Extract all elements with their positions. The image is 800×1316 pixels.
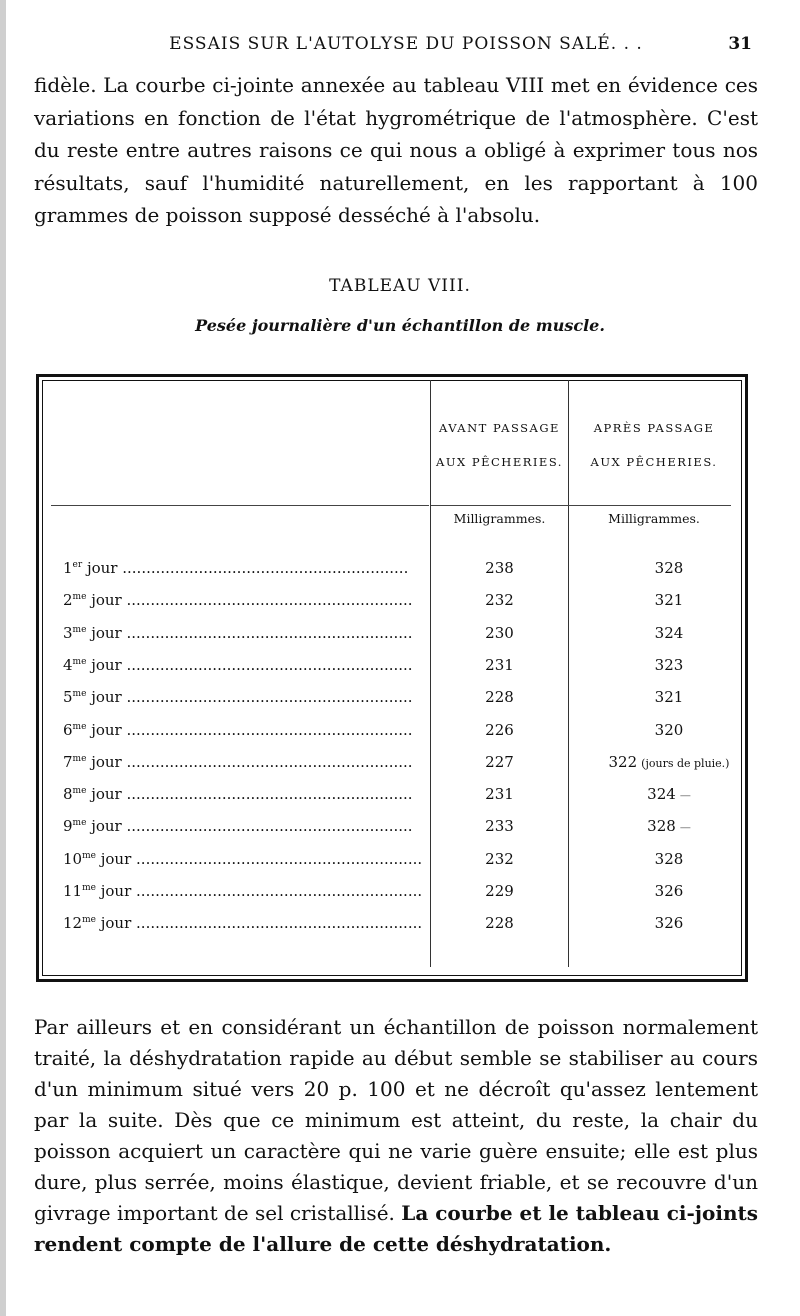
value-after-cell (594, 559, 744, 577)
dot-leader: ............................................................ (121, 688, 413, 707)
day-word: jour (86, 559, 118, 577)
day-number: 3 (63, 623, 73, 642)
day-number: 12 (63, 914, 83, 933)
dot-leader: ............................................................ (121, 720, 413, 739)
value-before: 226 (485, 720, 514, 739)
value-before: 230 (485, 623, 514, 642)
day-ordinal-suffix: me (72, 624, 87, 635)
ditto-mark: — (679, 789, 691, 803)
table-row (39, 624, 745, 656)
row-note: (jours de pluie.) (641, 756, 730, 770)
header-rule (431, 505, 731, 506)
day-number: 2 (63, 591, 73, 610)
dot-leader: ............................................................ (121, 817, 413, 836)
column-header-after (569, 411, 739, 479)
day-ordinal-suffix: me (72, 818, 87, 829)
value-after: 321 (654, 688, 684, 707)
value-after: 324 (647, 785, 676, 804)
day-number: 10 (63, 849, 83, 868)
header-rule (51, 505, 429, 506)
day-word: jour (100, 882, 132, 900)
row-day-label (63, 559, 423, 577)
dot-leader: ............................................................ (121, 591, 413, 610)
page-edge-shadow (0, 0, 6, 1316)
table-caption: Pesée journalière d'un échantillon de muscle. (195, 316, 605, 335)
table-row (39, 817, 745, 849)
day-number: 6 (63, 720, 73, 739)
unit-label-after: Milligrammes. (608, 511, 700, 526)
value-after-cell (594, 656, 744, 674)
value-after: 326 (654, 882, 684, 900)
table-row (39, 559, 745, 591)
column-header-before (431, 411, 568, 479)
day-ordinal-suffix: me (72, 656, 87, 667)
value-after: 323 (654, 655, 684, 674)
day-word: jour (91, 817, 122, 836)
row-day-label (63, 721, 423, 739)
day-word: jour (100, 914, 132, 933)
value-after: 328 (654, 559, 684, 577)
running-title: ESSAIS SUR L'AUTOLYSE DU POISSON SALÉ. . . (169, 34, 643, 54)
running-head (60, 30, 752, 58)
value-before: 233 (485, 817, 514, 836)
dot-leader: ............................................................ (121, 623, 413, 642)
value-before: 228 (485, 914, 514, 933)
value-before: 231 (485, 785, 514, 804)
day-word: jour (91, 688, 122, 707)
value-after: 321 (654, 591, 684, 610)
day-word: jour (91, 785, 122, 804)
day-number: 7 (63, 752, 73, 771)
column-header-after-line2: AUX PÊCHERIES. (590, 455, 718, 469)
value-after-cell (594, 688, 744, 706)
value-after-cell (594, 850, 744, 868)
day-ordinal-suffix: me (82, 850, 96, 861)
day-word: jour (91, 752, 122, 771)
value-after-cell (594, 882, 744, 900)
value-after: 322 (608, 752, 638, 771)
table-row (39, 721, 745, 753)
dot-leader: ............................................................ (131, 914, 423, 933)
dot-leader: ............................................................ (131, 882, 423, 900)
value-before: 229 (485, 882, 514, 900)
day-number: 4 (63, 655, 73, 674)
value-after: 328 (647, 817, 676, 836)
table-row (39, 591, 745, 623)
value-before: 228 (485, 688, 514, 707)
table-row (39, 656, 745, 688)
day-ordinal-suffix: me (72, 753, 87, 764)
value-after-cell (594, 914, 744, 932)
day-word: jour (91, 655, 122, 674)
table-row (39, 914, 745, 946)
row-day-label (63, 914, 423, 932)
table-row (39, 688, 745, 720)
row-day-label (63, 753, 423, 771)
row-day-label (63, 688, 423, 706)
dot-leader: ............................................................ (121, 655, 413, 674)
value-after-cell (594, 721, 744, 739)
value-after-cell (594, 753, 744, 771)
value-after-cell (594, 624, 744, 642)
day-number: 9 (63, 817, 73, 836)
day-ordinal-suffix: me (82, 883, 96, 893)
table-row (39, 882, 745, 914)
column-header-before-line2: AUX PÊCHERIES. (436, 455, 563, 469)
dot-leader: ............................................................ (117, 559, 409, 577)
row-day-label (63, 817, 423, 835)
value-before: 238 (485, 559, 514, 577)
day-ordinal-suffix: me (72, 592, 87, 603)
day-ordinal-suffix: me (72, 786, 87, 797)
column-header-before-line1: AVANT PASSAGE (439, 421, 560, 435)
row-day-label (63, 624, 423, 642)
paragraph-bottom-text: Par ailleurs et en considérant un échantillon de poisson normalement traité, la déshydratation rapide au début semble se stabiliser au cours d'un minimum situé vers 20 p. 100 et ne décroît qu'assez lentement par la suite. Dès que ce minimum est atteint, du reste, la chair du poisson acquiert un caractère qui ne varie guère ensuite; elle est plus dure, plus serrée, moins élastique, devient friable, et se recouvre d'un givrage important de sel cristallisé. (34, 1015, 758, 1225)
day-ordinal-suffix: me (82, 915, 96, 926)
day-word: jour (91, 591, 122, 610)
value-after-cell (594, 785, 744, 803)
row-day-label (63, 785, 423, 803)
day-ordinal-suffix: me (72, 721, 87, 732)
day-word: jour (100, 849, 132, 868)
value-before: 231 (485, 655, 514, 674)
value-after-cell (594, 817, 744, 835)
value-before: 227 (485, 752, 514, 771)
value-before: 232 (485, 591, 514, 610)
value-after: 324 (654, 623, 684, 642)
row-day-label (63, 882, 423, 900)
value-after: 328 (654, 849, 684, 868)
ditto-mark: — (679, 821, 691, 835)
row-day-label (63, 850, 423, 868)
table-row (39, 850, 745, 882)
unit-label-before: Milligrammes. (453, 511, 546, 526)
paragraph-bottom-bold-text: La courbe et le tableau ci-joints rendent compte de l'allure de cette déshydratation. (34, 1201, 759, 1256)
day-number: 5 (63, 688, 73, 707)
day-ordinal-suffix: me (72, 689, 87, 700)
row-day-label (63, 656, 423, 674)
day-word: jour (91, 623, 122, 642)
column-header-after-line1: APRÈS PASSAGE (593, 421, 715, 435)
value-after: 320 (654, 720, 684, 739)
dot-leader: ............................................................ (121, 785, 413, 804)
day-word: jour (91, 720, 122, 739)
row-day-label (63, 591, 423, 609)
table-label: TABLEAU VIII. (329, 276, 471, 296)
paragraph-bottom (34, 1012, 758, 1260)
paragraph-top: fidèle. La courbe ci-jointe annexée au tableau VIII met en évidence ces variations en fonction de l'état hygrométrique de l'atmosphère. C'est du reste entre autres raisons ce qui nous a obligé à exprimer tous nos résultats, sauf l'humidité naturellement, en les rapportant à 100 grammes de poisson supposé desséché à l'absolu. (34, 73, 758, 227)
day-number: 8 (63, 785, 73, 804)
table-row (39, 785, 745, 817)
page-number: 31 (728, 34, 752, 54)
data-table (36, 374, 748, 982)
value-after: 326 (654, 914, 684, 933)
day-ordinal-suffix: er (72, 560, 83, 570)
day-number: 1 (63, 559, 73, 577)
dot-leader: ............................................................ (131, 849, 423, 868)
value-after-cell (594, 591, 744, 609)
dot-leader: ............................................................ (121, 752, 413, 771)
day-number: 11 (63, 882, 83, 900)
table-row (39, 753, 745, 785)
value-before: 232 (485, 849, 514, 868)
